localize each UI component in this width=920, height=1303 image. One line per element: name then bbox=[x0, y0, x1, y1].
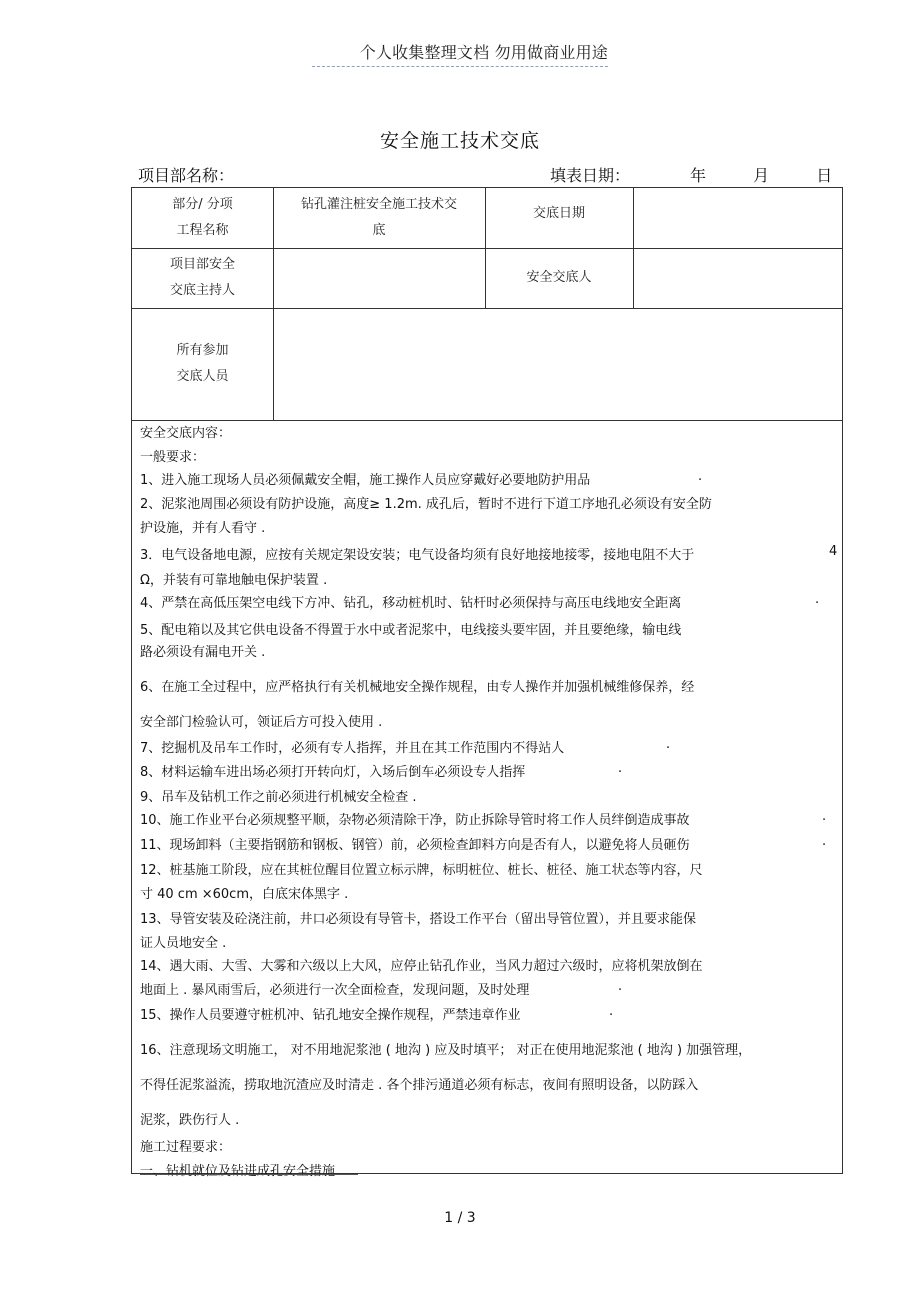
discloser-label-text: 安全交底人 bbox=[526, 270, 592, 285]
host-label bbox=[132, 248, 273, 308]
content-line: 4、严禁在高低压架空电线下方冲、钻孔，移动桩机时、钻杆时必须保持与高压电线地安全距离 bbox=[140, 596, 682, 611]
section-name-value bbox=[273, 188, 485, 248]
content-line: 2、泥浆池周围必须设有防护设施，高度≥ 1.2m. 成孔后，暂时不进行下道工序地孔必须设有安全防 bbox=[140, 497, 712, 512]
header-note: 个人收集整理文档 勿用做商业用途 bbox=[312, 40, 608, 67]
month-label: 月 bbox=[753, 166, 770, 185]
content-line: 6、在施工全过程中，应严格执行有关机械地安全操作规程，由专人操作并加强机械维修保养，经 bbox=[140, 680, 695, 695]
content-line: 证人员地安全 . bbox=[140, 936, 227, 951]
content-heading: 安全交底内容： bbox=[140, 426, 232, 441]
discloser-value bbox=[633, 248, 843, 308]
host-label-line2: 交底主持人 bbox=[169, 283, 235, 298]
content-line: Ω，并装有可靠地触电保护装置 . bbox=[140, 573, 328, 588]
content-line: 安全部门检验认可，领证后方可投入使用 . bbox=[140, 715, 383, 730]
disclosure-date-label-text: 交底日期 bbox=[532, 206, 585, 221]
participants-value bbox=[273, 308, 843, 420]
disclosure-date-value bbox=[633, 188, 843, 248]
last-line-underline bbox=[140, 1174, 358, 1175]
content-line: 10、施工作业平台必须规整平顺，杂物必须清除干净，防止拆除导管时将工作人员绊倒造成事故 bbox=[140, 813, 690, 828]
participants-label-line1: 所有参加 bbox=[176, 343, 229, 358]
content-line-end: . bbox=[822, 834, 827, 849]
content-line: 14、遇大雨、大雪、大雾和六级以上大风，应停止钻孔作业，当风力超过六级时，应将机架放倒在 bbox=[140, 959, 703, 974]
content-line-end: . bbox=[618, 979, 623, 994]
content-line-end: . bbox=[822, 809, 827, 824]
host-label-line1: 项目部安全 bbox=[169, 257, 235, 272]
content-line-end: 4 bbox=[829, 544, 838, 559]
content-line: 16、注意现场文明施工， 对不用地泥浆池 ( 地沟 ) 应及时填平； 对正在使用地泥浆池 ( 地沟 ) 加强管理， bbox=[140, 1043, 752, 1058]
section-name-label bbox=[132, 188, 273, 248]
content-subheading: 一、钻机就位及钻进成孔安全措施 bbox=[140, 1164, 336, 1179]
content-line: 1、进入施工现场人员必须佩戴安全帽，施工操作人员应穿戴好必要地防护用品 bbox=[140, 473, 591, 488]
page-number: 1 / 3 bbox=[444, 1210, 476, 1226]
section-name-value-line1: 钻孔灌注桩安全施工技术交 bbox=[300, 197, 457, 212]
content-line-end: . bbox=[618, 761, 623, 776]
participants-label-line2: 交底人员 bbox=[176, 369, 229, 384]
fill-date-label: 填表日期： bbox=[550, 166, 631, 185]
content-subheading: 一般要求： bbox=[140, 450, 206, 465]
content-line: 不得任泥浆溢流，捞取地沉渣应及时清走 . 各个排污通道必须有标志，夜间有照明设备，以防踩入 bbox=[140, 1078, 699, 1093]
section-name-label-line2: 工程名称 bbox=[176, 223, 229, 238]
section-name-label-line1: 部分/ 分项 bbox=[172, 197, 233, 212]
disclosure-date-label bbox=[485, 188, 633, 240]
content-subheading: 施工过程要求： bbox=[140, 1140, 232, 1155]
content-line: 5、配电箱以及其它供电设备不得置于水中或者泥浆中，电线接头要牢固，并且要绝缘，输电线 bbox=[140, 623, 682, 638]
host-value bbox=[273, 248, 485, 308]
content-line: 7、挖掘机及吊车工作时，必须有专人指挥，并且在其工作范围内不得站人 bbox=[140, 741, 565, 756]
content-line: 11、现场卸料（主要指钢筋和钢板、钢管）前，必须检查卸料方向是否有人，以避免将人员砸伤 bbox=[140, 838, 690, 853]
content-line: 13、导管安装及砼浇注前，井口必须设有导管卡，搭设工作平台（留出导管位置），并且要求能保 bbox=[140, 912, 697, 927]
project-name-label: 项目部名称： bbox=[138, 166, 235, 185]
year-label: 年 bbox=[690, 166, 707, 185]
content-line: 寸 40 cm ×60cm，白底宋体黑字 . bbox=[140, 887, 349, 902]
content-line-end: . bbox=[698, 469, 703, 484]
content-line: 8、材料运输车进出场必须打开转向灯，入场后倒车必须设专人指挥 bbox=[140, 765, 526, 780]
content-line-end: . bbox=[609, 1004, 614, 1019]
content-line: 护设施，并有人看守 . bbox=[140, 521, 266, 536]
table-rule bbox=[132, 420, 842, 421]
date-ymd bbox=[690, 163, 856, 186]
document-title: 安全施工技术交底 bbox=[379, 130, 540, 152]
day-label: 日 bbox=[816, 166, 833, 185]
discloser-label bbox=[485, 248, 633, 308]
content-line: 路必须设有漏电开关 . bbox=[140, 645, 266, 660]
content-line: 地面上 . 暴风雨雪后，必须进行一次全面检查，发现问题，及时处理 bbox=[140, 983, 530, 998]
participants-label bbox=[132, 308, 273, 420]
content-line: 12、桩基施工阶段，应在其桩位醒目位置立标示牌，标明桩位、桩长、桩径、施工状态等内容，尺 bbox=[140, 863, 703, 878]
content-line: 3．电气设备地电源，应按有关规定架设安装；电气设备均须有良好地接地接零，接地电阻不大于 bbox=[140, 548, 695, 563]
content-line: 泥浆，跌伤行人 . bbox=[140, 1113, 240, 1128]
content-line: 9、吊车及钻机工作之前必须进行机械安全检查 . bbox=[140, 790, 417, 805]
content-line: 15、操作人员要遵守桩机冲、钻孔地安全操作规程，严禁违章作业 bbox=[140, 1008, 521, 1023]
content-line-end: . bbox=[666, 737, 671, 752]
content-line-end: . bbox=[815, 592, 820, 607]
section-name-value-line2: 底 bbox=[372, 223, 386, 238]
